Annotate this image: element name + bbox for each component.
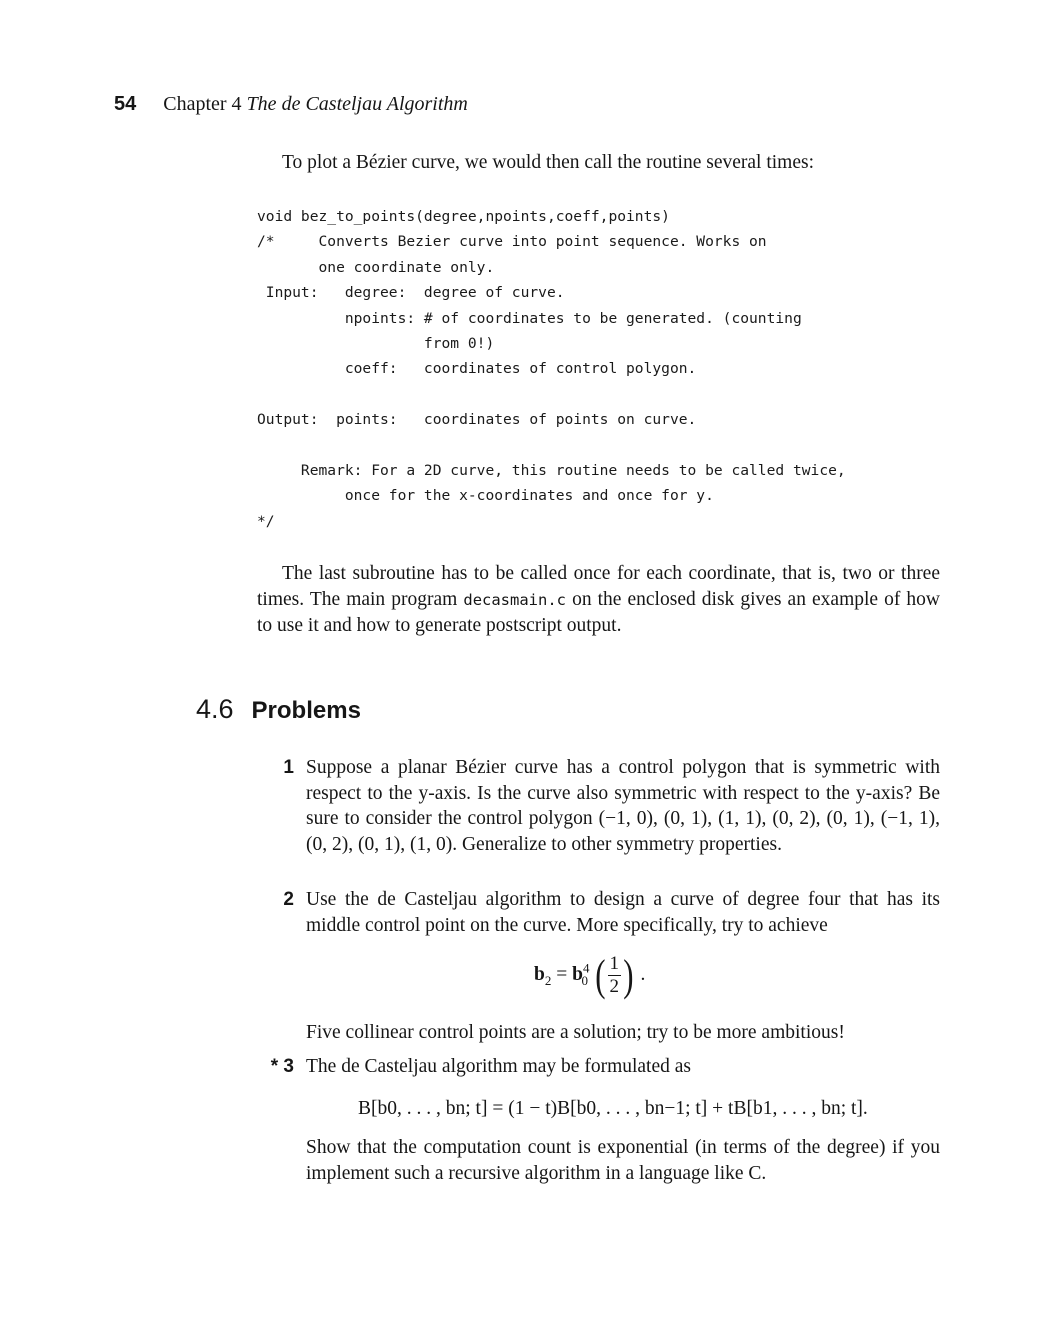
- page-number: 54: [114, 93, 137, 115]
- problem-2-followup: Five collinear control points are a solution; try to be more ambitious!: [306, 1022, 845, 1043]
- code-listing: void bez_to_points(degree,npoints,coeff,points) /* Converts Bezier curve into point sequence. Works on one coordinate only. Input: degree: degree of curve. npoints: # of coordinates to be generated. (counting from 0!) coeff: coordinates of control polygon. Output: points: coordinates of points on curve. Remark: For a 2D curve, this routine needs to be called twice, once for the x-coordinates and once for y. */: [257, 208, 846, 530]
- intro-sentence: To plot a Bézier curve, we would then call the routine several times:: [282, 152, 814, 173]
- problem-number: 1: [283, 757, 294, 778]
- filename: decasmain.c: [463, 591, 567, 609]
- problem-2-text: Use the de Casteljau algorithm to design a curve of degree four that has its middle control point on the curve. More specifically, try to achieve: [306, 889, 940, 936]
- problem-1-text: Suppose a planar Bézier curve has a control polygon that is symmetric with respect to the y-axis. Is the curve also symmetric with respect to the y-axis? Be sure to consider the control polygon (−1, 0), (0, 1), (1, 1), (0, 2), (0, 1), (−1, 1), (0, 2), (0, 1), (1, 0). Generalize to other symmetry properties.: [306, 757, 940, 855]
- problem-3-followup: Show that the computation count is exponential (in terms of the degree) if you implement such a recursive algorithm in a language like C.: [306, 1137, 940, 1184]
- body-paragraph: [257, 561, 940, 639]
- chapter-label: Chapter 4: [163, 93, 242, 115]
- paragraph-text-before: The last subroutine has to be called once for each coordinate, that is, two or three times. The main program: [257, 563, 940, 610]
- eq-rhs: b: [572, 963, 583, 985]
- fraction: [608, 953, 622, 998]
- eq-lhs-sub: 2: [544, 972, 552, 988]
- eq-equals: =: [556, 963, 568, 985]
- eq-rhs-sup: 4: [582, 960, 590, 976]
- eq-rhs-sub: 0: [581, 972, 588, 988]
- problem-3-text: The de Casteljau algorithm may be formulated as: [306, 1056, 692, 1077]
- equation-problem-2: [534, 950, 645, 1001]
- problem-number: 2: [283, 889, 294, 910]
- equation-problem-3: [358, 1098, 868, 1120]
- chapter-title: The de Casteljau Algorithm: [246, 93, 468, 115]
- section-heading: [196, 694, 361, 725]
- fraction-denominator: 2: [609, 976, 619, 997]
- left-paren: (: [595, 951, 606, 1000]
- recursion-equation: B[b0, . . . , bn; t] = (1 − t)B[b0, . . . , bn−1; t] + tB[b1, . . . , bn; t].: [358, 1098, 868, 1119]
- section-title: Problems: [251, 697, 361, 724]
- right-paren: ): [623, 951, 634, 1000]
- running-head: [114, 90, 468, 118]
- fraction-numerator: 1: [609, 953, 619, 974]
- section-number: 4.6: [196, 694, 234, 724]
- problem-number: * 3: [270, 1056, 294, 1077]
- paragraph-text-after: on the enclosed disk gives an example of how to use it and how to generate postscript output.: [257, 589, 940, 636]
- eq-period: .: [640, 963, 646, 985]
- eq-lhs: b: [534, 963, 545, 985]
